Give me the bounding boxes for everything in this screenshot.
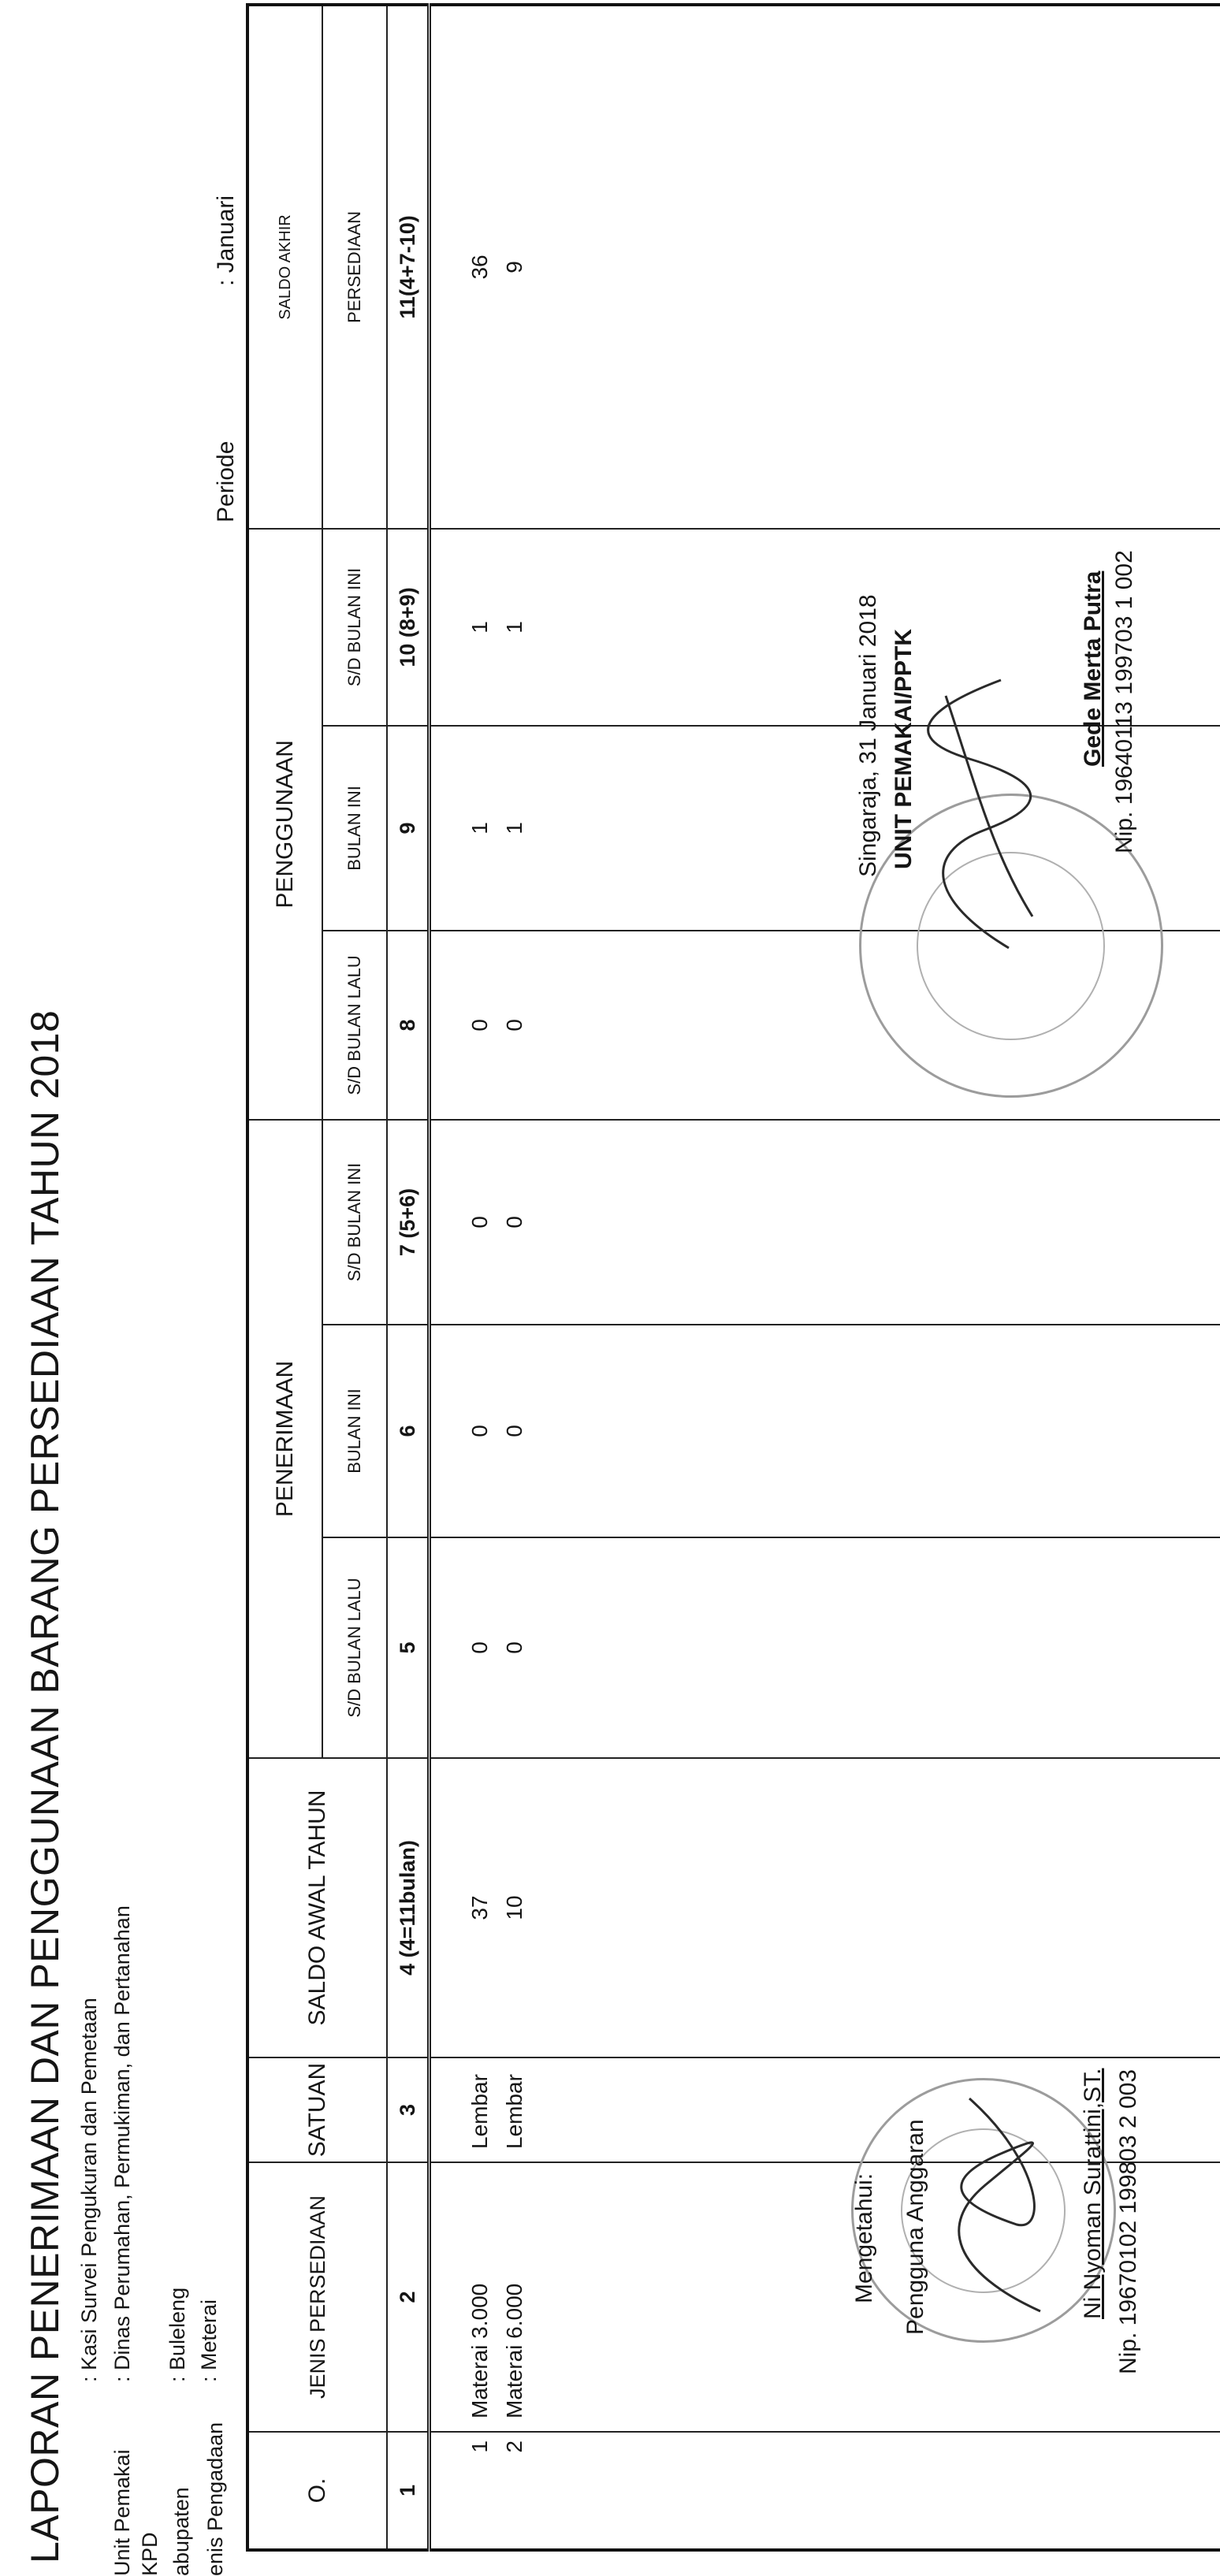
left-sign-heading: Mengetahui: [851, 2173, 878, 2303]
row-1-g-sd: 1 [463, 530, 497, 725]
row-2-jenis: Materai 6.000 [497, 2163, 532, 2418]
unit-label: Unit Pemakai [110, 2449, 135, 2576]
row-1-no: 1 [463, 2440, 497, 2548]
left-sign-name: Ni Nyoman Surattini,ST. [1080, 2069, 1107, 2319]
row-2-satuan: Lembar [497, 2058, 532, 2149]
col-saldo-awal-header: SALDO AWAL TAHUN [247, 1758, 387, 2057]
col-penggunaan-header: PENGGUNAAN [247, 529, 322, 1120]
left-sign-role: Pengguna Anggaran [902, 2119, 929, 2335]
cell-penerimaan-bulan-ini [430, 1325, 1220, 1537]
right-sign-date: Singaraja, 31 Januari 2018 [855, 594, 882, 877]
cell-penerimaan-sd-lalu [430, 1537, 1220, 1758]
col-number: 11(4+7-10) [387, 5, 430, 529]
row-2-saldo-awal: 10 [497, 1759, 532, 2057]
right-sign-role: UNIT PEMAKAI/PPTK [891, 629, 917, 869]
right-sign-name: Gede Merta Putra [1080, 571, 1107, 767]
sub-penggunaan-sd-ini: S/D BULAN INI [322, 529, 387, 726]
col-number: 10 (8+9) [387, 529, 430, 726]
cell-saldo-akhir [430, 5, 1220, 529]
kabupaten-value: : Buleleng [166, 2288, 190, 2382]
period-value: : Januari [213, 195, 240, 286]
sub-penggunaan-bulan-ini: BULAN INI [322, 726, 387, 931]
row-1-jenis: Materai 3.000 [463, 2163, 497, 2418]
col-number: 9 [387, 726, 430, 931]
row-1-p-lalu: 0 [463, 1538, 497, 1757]
right-sign-nip: Nip. 19640113 199703 1 002 [1111, 550, 1138, 853]
row-2-p-lalu: 0 [497, 1538, 532, 1757]
col-number: 3 [387, 2057, 430, 2162]
jenis-pengadaan-label: enis Pengadaan [203, 2422, 228, 2576]
row-2-g-sd: 1 [497, 530, 532, 725]
kabupaten-label: abupaten [169, 2487, 194, 2576]
jenis-pengadaan-value: : Meterai [197, 2299, 221, 2382]
sub-penerimaan-sd-ini: S/D BULAN INI [322, 1120, 387, 1325]
row-2-no: 2 [497, 2440, 532, 2548]
row-2-p-ini: 0 [497, 1325, 532, 1537]
skpd-label: KPD [138, 2532, 162, 2576]
col-number: 6 [387, 1325, 430, 1537]
row-1-g-ini: 1 [463, 727, 497, 930]
cell-penerimaan-sd-ini [430, 1120, 1220, 1325]
col-satuan-header: SATUAN [247, 2057, 387, 2162]
col-number: 4 (4=11bulan) [387, 1758, 430, 2057]
col-jenis-header: JENIS PERSEDIAAN [247, 2162, 387, 2432]
col-number: 2 [387, 2162, 430, 2432]
row-2-g-ini: 1 [497, 727, 532, 930]
col-no-header: O. [247, 2432, 387, 2550]
skpd-value: : Dinas Perumahan, Permukiman, dan Pertanahan [110, 1905, 135, 2382]
col-number: 7 (5+6) [387, 1120, 430, 1325]
left-signature-scribble [922, 2083, 1072, 2319]
row-1-satuan: Lembar [463, 2058, 497, 2149]
row-1-saldo-awal: 37 [463, 1759, 497, 2057]
col-saldo-akhir-header: SALDO AKHIR [247, 5, 322, 529]
cell-saldo-awal [430, 1758, 1220, 2057]
sub-saldo-akhir-persediaan: PERSEDIAAN [322, 5, 387, 529]
report-title: LAPORAN PENERIMAAN DAN PENGGUNAAN BARANG PERSEDIAAN TAHUN 2018 [22, 1010, 68, 2563]
col-number: 5 [387, 1537, 430, 1758]
row-1-p-ini: 0 [463, 1325, 497, 1537]
row-1-g-lalu: 0 [463, 931, 497, 1119]
col-number: 8 [387, 931, 430, 1120]
period-label: Periode [213, 441, 240, 522]
row-1-akhir: 36 [463, 6, 497, 528]
sub-penerimaan-bulan-ini: BULAN INI [322, 1325, 387, 1537]
cell-no [430, 2432, 1220, 2550]
row-2-p-sd: 0 [497, 1121, 532, 1324]
row-1-p-sd: 0 [463, 1121, 497, 1324]
sub-penerimaan-sd-lalu: S/D BULAN LALU [322, 1537, 387, 1758]
right-signature-scribble [914, 664, 1056, 964]
left-sign-nip: Nip. 19670102 199803 2 003 [1115, 2069, 1142, 2374]
unit-value: : Kasi Survei Pengukuran dan Pemetaan [77, 1998, 102, 2382]
col-number: 1 [387, 2432, 430, 2550]
row-2-g-lalu: 0 [497, 931, 532, 1119]
sub-penggunaan-sd-lalu: S/D BULAN LALU [322, 931, 387, 1120]
col-penerimaan-header: PENERIMAAN [247, 1120, 322, 1758]
row-2-akhir: 9 [497, 6, 532, 528]
